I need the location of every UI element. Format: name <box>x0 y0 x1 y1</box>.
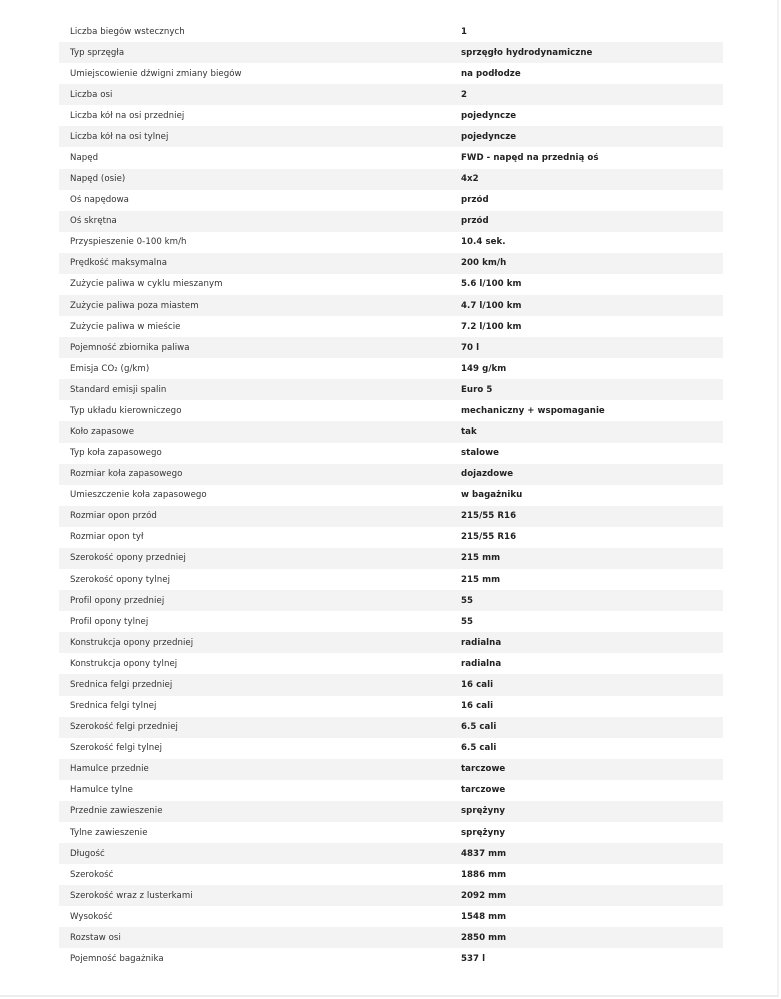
spec-row <box>59 885 723 906</box>
spec-value: 1548 mm <box>461 911 507 922</box>
spec-row <box>59 927 723 948</box>
spec-value: 16 cali <box>461 679 494 690</box>
spec-row <box>59 696 723 717</box>
spec-value: 6.5 cali <box>461 722 497 733</box>
spec-label: Szerokość <box>70 869 114 880</box>
spec-row <box>59 63 723 84</box>
spec-label: Liczba kół na osi tylnej <box>70 131 169 142</box>
spec-value: 5.6 l/100 km <box>461 279 522 290</box>
spec-label: Długość <box>70 848 105 859</box>
spec-row <box>59 21 723 42</box>
spec-row <box>59 864 723 885</box>
spec-value: 1 <box>461 26 468 37</box>
spec-value: 70 l <box>461 342 480 353</box>
spec-value: 215 mm <box>461 553 501 564</box>
spec-row <box>59 569 723 590</box>
spec-row <box>59 400 723 421</box>
spec-value: mechaniczny + wspomaganie <box>461 405 605 416</box>
spec-row <box>59 105 723 126</box>
spec-row <box>59 232 723 253</box>
spec-label: Rozmiar opon przód <box>70 511 157 522</box>
spec-row <box>59 506 723 527</box>
spec-label: Umieszczenie koła zapasowego <box>70 490 207 501</box>
spec-label: Profil opony przedniej <box>70 595 165 606</box>
spec-value: pojedyncze <box>461 131 517 142</box>
spec-label: Średnica felgi tylnej <box>70 701 157 712</box>
spec-label: Napęd (osie) <box>70 174 126 185</box>
spec-value: 4x2 <box>461 174 479 185</box>
spec-label: Pojemność bagażnika <box>70 953 164 964</box>
spec-label: Wysokość <box>70 911 113 922</box>
spec-row <box>59 169 723 190</box>
spec-row <box>59 485 723 506</box>
spec-row <box>59 801 723 822</box>
spec-value: radialna <box>461 658 502 669</box>
spec-value: 2850 mm <box>461 932 507 943</box>
spec-label: Liczba osi <box>70 89 113 100</box>
spec-label: Profil opony tylnej <box>70 616 149 627</box>
spec-row <box>59 611 723 632</box>
spec-label: Konstrukcja opony tylnej <box>70 658 178 669</box>
spec-row <box>59 759 723 780</box>
spec-row <box>59 190 723 211</box>
spec-value: 537 l <box>461 953 486 964</box>
spec-label: Szerokość wraz z lusterkami <box>70 890 193 901</box>
spec-row <box>59 295 723 316</box>
spec-label: Umiejscowienie dźwigni zmiany biegów <box>70 68 242 79</box>
spec-row <box>59 548 723 569</box>
spec-row <box>59 632 723 653</box>
spec-value: 149 g/km <box>461 363 507 374</box>
spec-table <box>59 21 723 970</box>
spec-row <box>59 653 723 674</box>
spec-label: Typ koła zapasowego <box>70 448 162 459</box>
spec-row <box>59 717 723 738</box>
spec-label: Napęd <box>70 153 99 163</box>
spec-label: Liczba biegów wstecznych <box>70 26 185 37</box>
spec-value: sprężyny <box>461 806 506 817</box>
spec-value: 55 <box>461 595 474 606</box>
spec-value: tarczowe <box>461 764 506 775</box>
spec-row <box>59 780 723 801</box>
spec-value: 215/55 R16 <box>461 532 517 543</box>
spec-label: Przyspieszenie 0-100 km/h <box>70 237 187 248</box>
spec-value: 10.4 sek. <box>461 237 506 248</box>
spec-row <box>59 84 723 105</box>
spec-value: stalowe <box>461 448 499 459</box>
spec-label: Przednie zawieszenie <box>70 806 163 817</box>
spec-value: na podłodze <box>461 68 521 79</box>
spec-value: 200 km/h <box>461 258 507 269</box>
spec-row <box>59 906 723 927</box>
spec-label: Oś skrętna <box>70 216 117 227</box>
spec-label: Prędkość maksymalna <box>70 258 168 269</box>
spec-value: 6.5 cali <box>461 743 497 754</box>
spec-row <box>59 126 723 147</box>
spec-row <box>59 253 723 274</box>
spec-value: 4.7 l/100 km <box>461 300 522 311</box>
spec-label: Szerokość felgi tylnej <box>70 743 163 754</box>
spec-label: Koło zapasowe <box>70 427 135 438</box>
spec-label: Zużycie paliwa poza miastem <box>70 300 199 311</box>
spec-row <box>59 42 723 63</box>
spec-value: 7.2 l/100 km <box>461 321 522 332</box>
spec-label: Średnica felgi przedniej <box>70 679 173 690</box>
spec-label: Zużycie paliwa w cyklu mieszanym <box>70 279 223 290</box>
spec-label: Hamulce tylne <box>70 785 133 796</box>
spec-value: 4837 mm <box>461 848 507 859</box>
spec-value: FWD - napęd na przednią oś <box>461 153 599 163</box>
spec-row <box>59 211 723 232</box>
spec-value: 1886 mm <box>461 869 507 880</box>
spec-row <box>59 147 723 168</box>
spec-label: Tylne zawieszenie <box>70 827 148 838</box>
spec-value: radialna <box>461 637 502 648</box>
spec-label: Typ sprzęgła <box>70 47 125 58</box>
spec-row <box>59 316 723 337</box>
spec-row <box>59 379 723 400</box>
spec-row <box>59 358 723 379</box>
spec-label: Typ układu kierowniczego <box>70 405 182 416</box>
spec-label: Liczba kół na osi przedniej <box>70 110 185 121</box>
spec-label: Zużycie paliwa w mieście <box>70 321 181 332</box>
spec-value: pojedyncze <box>461 110 517 121</box>
spec-label: Szerokość felgi przedniej <box>70 722 178 733</box>
spec-value: sprzęgło hydrodynamiczne <box>461 47 593 58</box>
spec-value: 2 <box>461 89 468 100</box>
spec-value: 215 mm <box>461 574 501 585</box>
spec-label: Szerokość opony tylnej <box>70 574 171 585</box>
spec-row <box>59 421 723 442</box>
spec-value: tarczowe <box>461 785 506 796</box>
spec-label: Pojemność zbiornika paliwa <box>70 342 190 353</box>
spec-value: tak <box>461 427 477 438</box>
spec-row <box>59 274 723 295</box>
spec-label: Szerokość opony przedniej <box>70 553 186 564</box>
spec-label: Hamulce przednie <box>70 764 149 775</box>
spec-value: 2092 mm <box>461 890 507 901</box>
spec-row <box>59 590 723 611</box>
spec-row <box>59 337 723 358</box>
spec-label: Rozmiar opon tył <box>70 532 144 543</box>
spec-label: Rozmiar koła zapasowego <box>70 469 183 480</box>
spec-value: w bagażniku <box>461 490 523 501</box>
spec-row <box>59 464 723 485</box>
spec-label: Emisja CO₂ (g/km) <box>70 363 150 374</box>
spec-value: sprężyny <box>461 827 506 838</box>
spec-row <box>59 822 723 843</box>
spec-label: Konstrukcja opony przedniej <box>70 637 194 648</box>
spec-row <box>59 527 723 548</box>
spec-row <box>59 948 723 969</box>
spec-label: Standard emisji spalin <box>70 384 167 395</box>
spec-value: dojazdowe <box>461 469 514 480</box>
spec-row <box>59 738 723 759</box>
spec-value: przód <box>461 195 489 206</box>
spec-row <box>59 843 723 864</box>
spec-value: przód <box>461 216 489 227</box>
spec-value: 215/55 R16 <box>461 511 517 522</box>
spec-value: 55 <box>461 616 474 627</box>
spec-label: Rozstaw osi <box>70 932 121 943</box>
spec-row <box>59 674 723 695</box>
spec-value: Euro 5 <box>461 384 493 395</box>
spec-value: 16 cali <box>461 701 494 712</box>
spec-label: Oś napędowa <box>70 195 129 206</box>
spec-row <box>59 443 723 464</box>
